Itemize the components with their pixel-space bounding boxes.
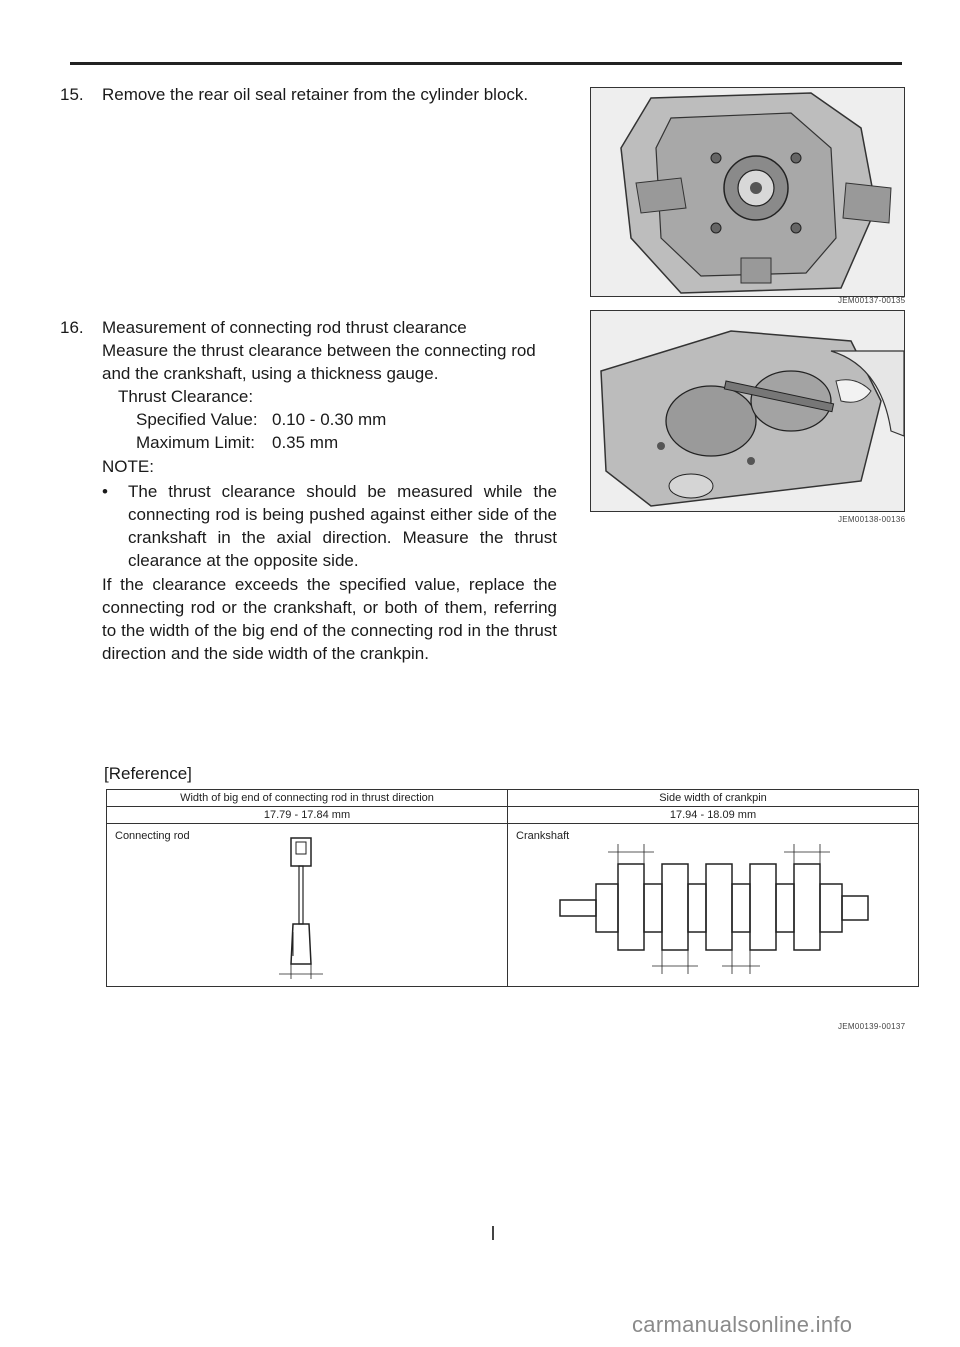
thickness-gauge-illustration [591,311,904,511]
spec-row-specified [102,408,536,431]
header-big-end-width: Width of big end of connecting rod in thrust direction [107,790,508,807]
note-bullet: • [102,482,108,501]
spec-value-specified: 0.10 - 0.30 mm [272,410,387,429]
table-row [107,807,919,824]
replacement-paragraph: If the clearance exceeds the specified value, replace the connecting rod or the crankshaft, or both of them, referring to the width of the big end of the connecting rod in the thrust direction and the side width of the crankpin. [102,575,557,663]
reference-heading: [Reference] [104,764,192,783]
spec-value-maximum: 0.35 mm [272,433,339,452]
spec-label-specified: Specified Value: [136,410,258,429]
reference-figure-code: JEM00139-00137 [838,1022,906,1031]
step-16-line-3: and the crankshaft, using a thickness gauge. [102,364,439,383]
thrust-clearance-label: Thrust Clearance: [118,387,254,406]
crankshaft-label: Crankshaft [516,830,570,842]
crankshaft-cell [508,824,919,987]
page-mark [492,1226,494,1240]
figure-thickness-gauge [590,310,905,512]
table-row [107,790,919,807]
spec-label-maximum: Maximum Limit: [136,433,256,452]
crankshaft-drawing [508,824,918,986]
step-15-number: 15. [60,85,84,104]
step-15-text: Remove the rear oil seal retainer from the cylinder block. [102,85,529,104]
figure-1-code: JEM00137-00135 [838,296,906,305]
top-rule [70,62,902,65]
table-row [107,824,919,987]
note-text: The thrust clearance should be measured while the connecting rod is being pushed against either side of the crankshaft in the axial direction. Measure the thrust clearance at the opposite side. [128,482,557,570]
note-heading: NOTE: [102,457,154,476]
watermark: carmanualsonline.info [632,1312,853,1337]
figure-2-code: JEM00138-00136 [838,515,906,524]
header-crankpin-width: Side width of crankpin [508,790,919,807]
connecting-rod-label: Connecting rod [115,830,190,842]
step-16-number: 16. [60,318,84,337]
spec-row-maximum [102,431,536,454]
figure-cylinder-block [590,87,905,297]
connecting-rod-cell [107,824,508,987]
connecting-rod-drawing [107,824,507,986]
value-big-end-width: 17.79 - 17.84 mm [107,807,508,824]
note-block [102,455,557,572]
step-16-line-2: Measure the thrust clearance between the connecting rod [102,341,536,360]
value-crankpin-width: 17.94 - 18.09 mm [508,807,919,824]
reference-table [106,789,919,987]
cylinder-block-illustration [591,88,904,296]
step-16-line-1: Measurement of connecting rod thrust clearance [102,318,467,337]
